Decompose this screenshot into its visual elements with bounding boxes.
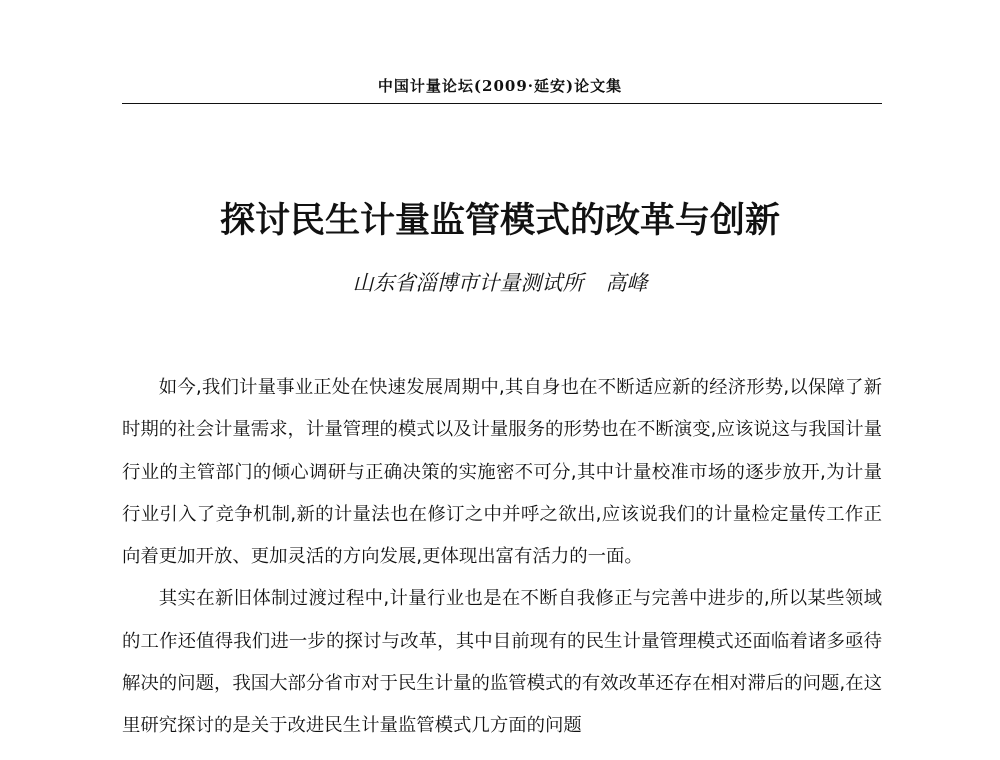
header-rule	[122, 103, 882, 104]
paper-title: 探讨民生计量监管模式的改革与创新	[219, 201, 780, 241]
author-name: 高峰	[605, 271, 648, 295]
body-paragraph-2: 其实在新旧体制过渡过程中,计量行业也是在不断自我修正与完善中进步的,所以某些领域的工作还值得我们进一步的探讨与改革，其中目前现有的民生计量管理模式还面临着诸多亟待解决的问题，我国大部分省市对于民生计量的监管模式的有效改革还存在相对滞后的问题,在这里研究探讨的是关于改进民生计量监管模式几方面的问题	[122, 588, 882, 737]
body-paragraph-1: 如今,我们计量事业正处在快速发展周期中,其自身也在不断适应新的经济形势,以保障了新时期的社会计量需求，计量管理的模式以及计量服务的形势也在不断演变,应该说这与我国计量行业的主管部门的倾心调研与正确决策的实施密不可分,其中计量校准市场的逐步放开,为计量行业引入了竞争机制,新的计量法也在修订之中并呼之欲出,应该说我们的计量检定量传工作正向着更加开放、更加灵活的方向发展,更体现出富有活力的一面。	[122, 377, 882, 568]
author-affiliation: 山东省淄博市计量测试所	[352, 271, 584, 295]
author-line	[0, 266, 1000, 300]
body-text	[122, 367, 882, 748]
running-header	[0, 76, 1000, 96]
running-header-text: 中国计量论坛(2009·延安)论文集	[377, 77, 623, 95]
